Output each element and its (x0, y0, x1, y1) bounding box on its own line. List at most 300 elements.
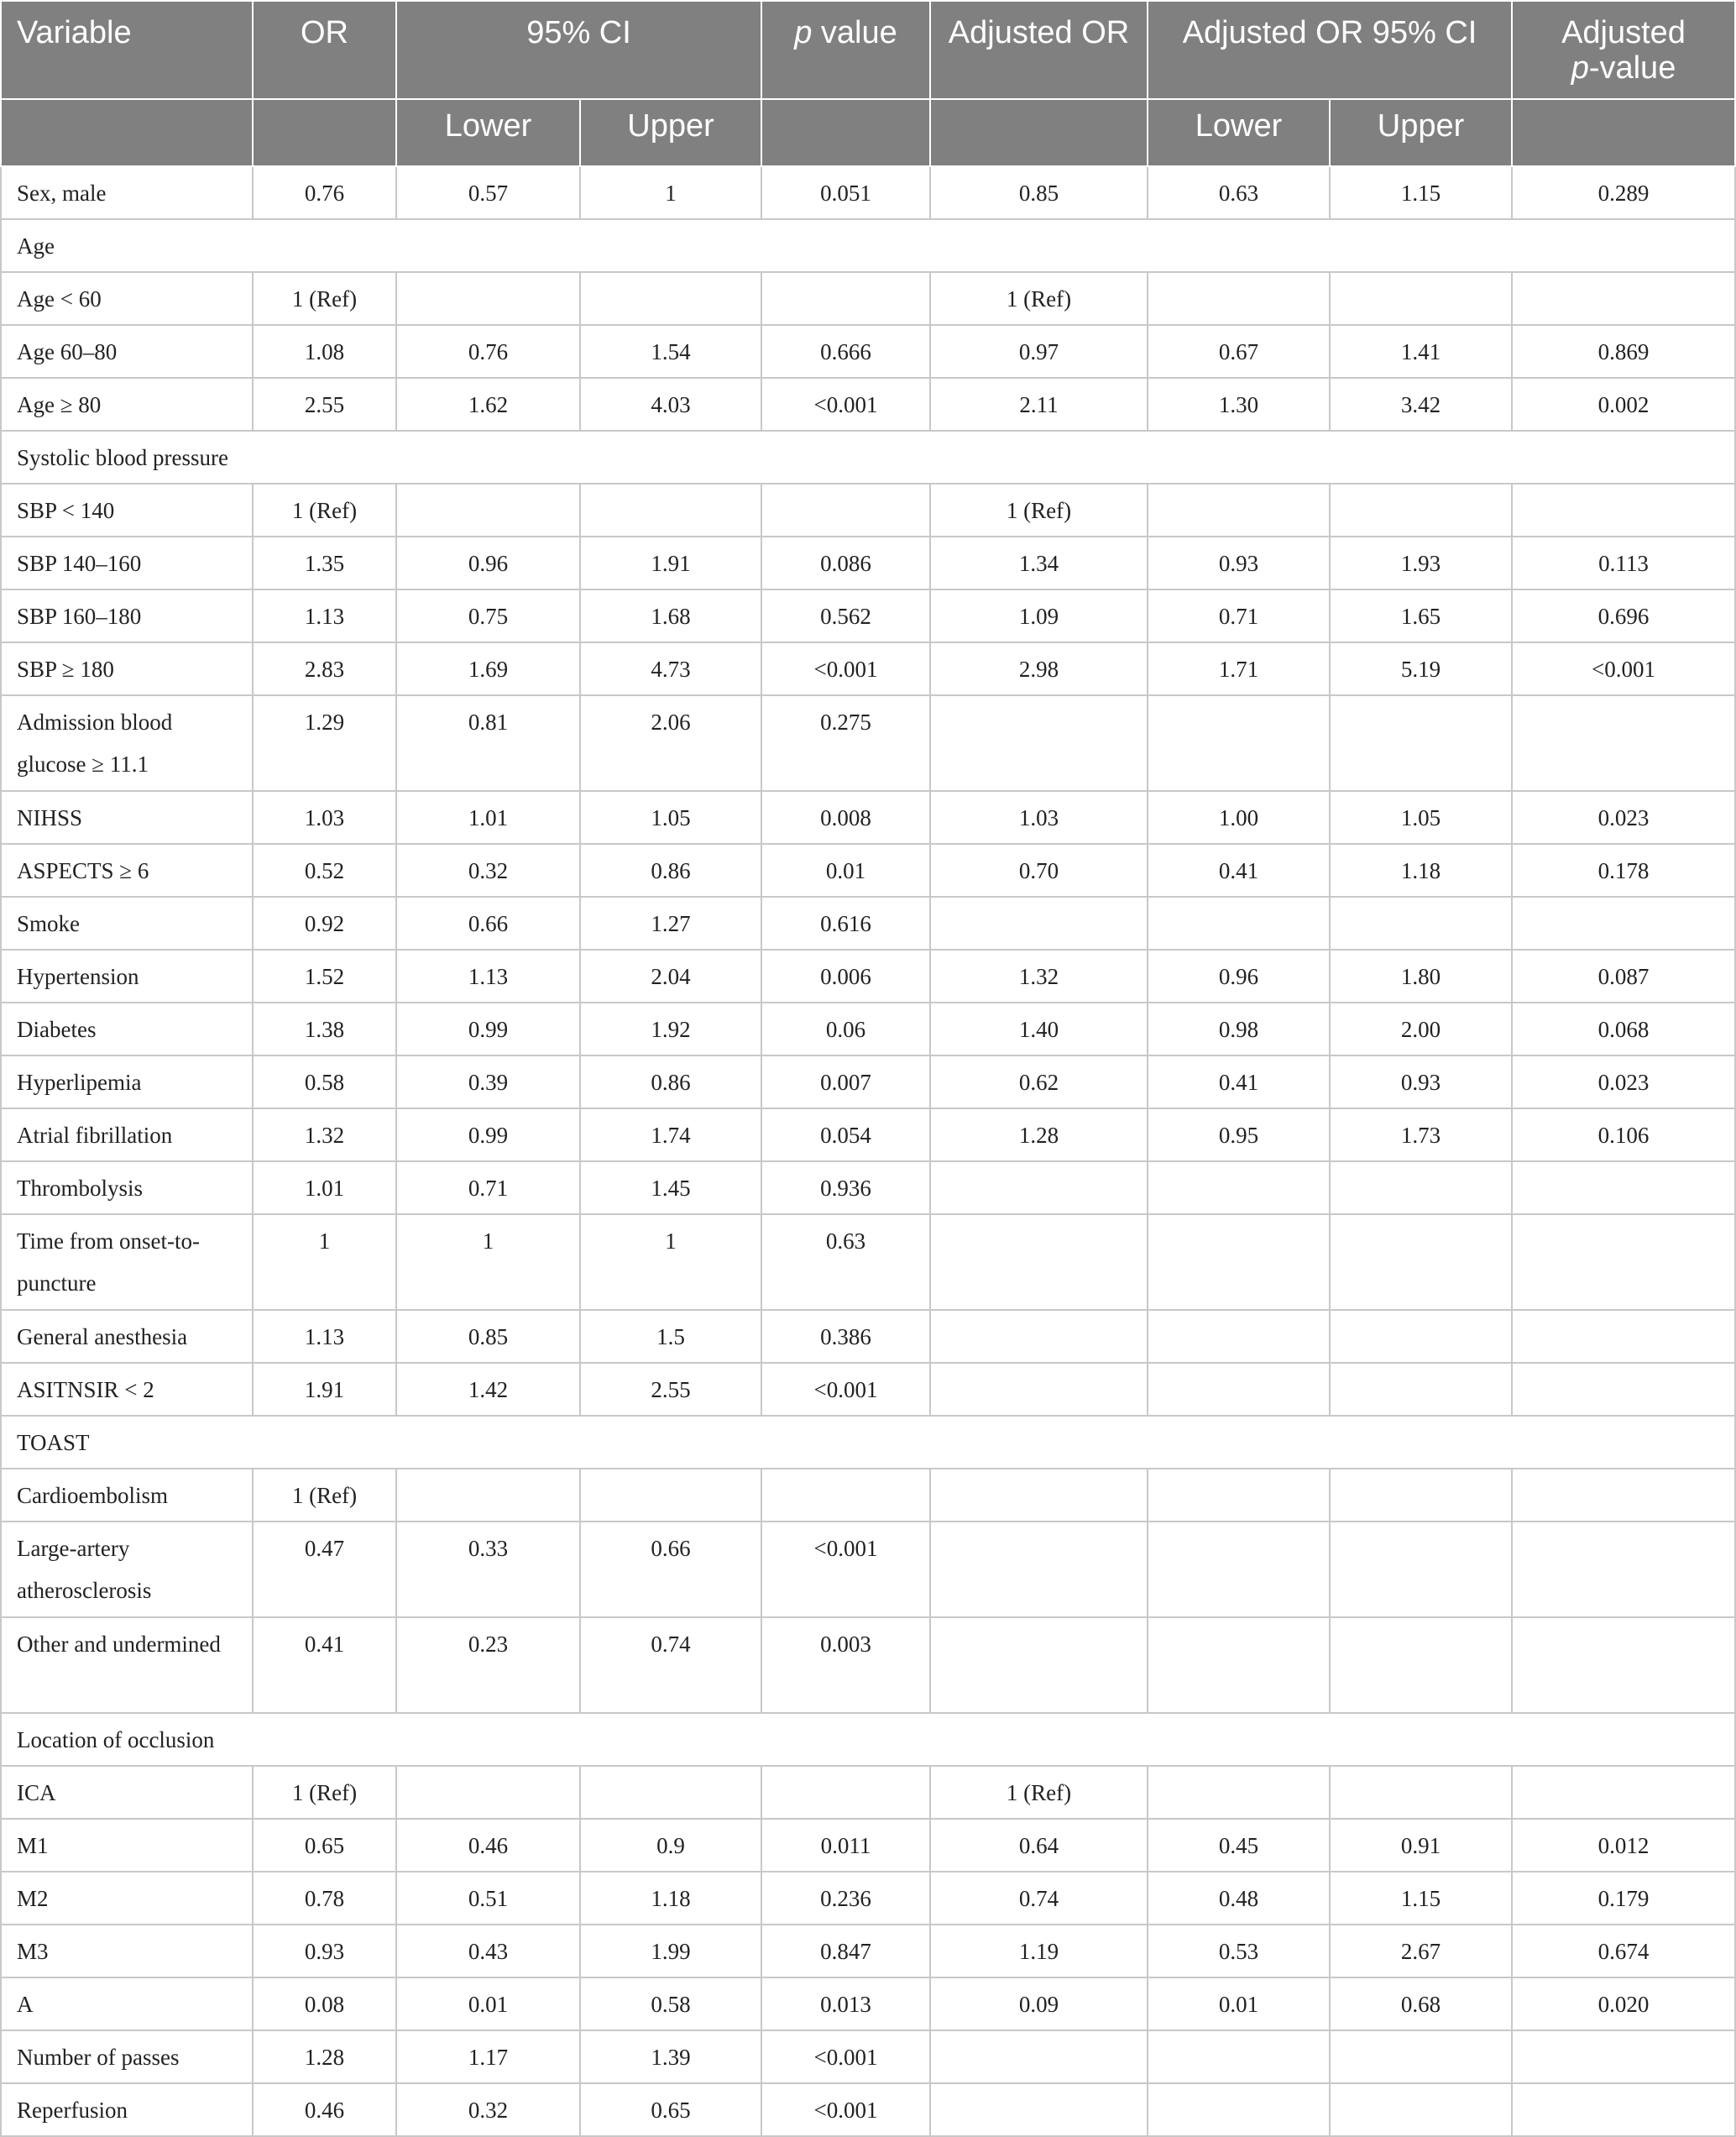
table-row (1, 589, 1735, 642)
ci-lower-cell: 0.76 (396, 325, 580, 378)
ci-lower-cell: 1.01 (396, 791, 580, 844)
adjusted-ci-lower-cell: 1.00 (1148, 791, 1330, 844)
adjusted-or-cell: 1.03 (930, 791, 1148, 844)
header-adj-ci-upper: Upper (1330, 99, 1512, 166)
or-cell: 0.93 (253, 1925, 396, 1977)
adjusted-p-value-cell: <0.001 (1512, 642, 1735, 695)
p-value-cell: <0.001 (761, 2083, 930, 2136)
adjusted-or-cell: 0.62 (930, 1055, 1148, 1108)
variable-cell: Admission blood glucose ≥ 11.1 (1, 695, 253, 791)
category-label: TOAST (1, 1416, 1735, 1469)
ci-upper-cell: 1.99 (580, 1925, 761, 1977)
p-value-cell (761, 272, 930, 325)
ci-upper-cell: 0.86 (580, 844, 761, 897)
adjusted-ci-lower-cell: 0.53 (1148, 1925, 1330, 1977)
adjusted-ci-lower-cell (1148, 272, 1330, 325)
header-or: OR (253, 1, 396, 99)
ci-upper-cell: 1.68 (580, 589, 761, 642)
p-value-cell: 0.616 (761, 897, 930, 950)
or-cell: 1 (Ref) (253, 272, 396, 325)
header-adjusted-p-value (1512, 1, 1735, 99)
adjusted-p-value-cell (1512, 1469, 1735, 1522)
table-row (1, 1819, 1735, 1872)
ci-lower-cell: 0.32 (396, 2083, 580, 2136)
ci-lower-cell: 0.81 (396, 695, 580, 791)
adjusted-ci-upper-cell: 1.15 (1330, 1872, 1512, 1925)
adjusted-ci-upper-cell (1330, 484, 1512, 537)
variable-cell: SBP < 140 (1, 484, 253, 537)
p-value-cell: 0.013 (761, 1977, 930, 2030)
adjusted-ci-lower-cell (1148, 1522, 1330, 1617)
or-cell: 1.52 (253, 950, 396, 1003)
variable-cell: A (1, 1977, 253, 2030)
adjusted-p-value-cell (1512, 1617, 1735, 1713)
adjusted-ci-upper-cell (1330, 2030, 1512, 2083)
ci-lower-cell: 1.42 (396, 1363, 580, 1416)
or-cell: 0.76 (253, 166, 396, 219)
table-row (1, 1161, 1735, 1214)
table-row (1, 642, 1735, 695)
or-cell: 1.28 (253, 2030, 396, 2083)
header-ci-upper: Upper (580, 99, 761, 166)
table-row (1, 1055, 1735, 1108)
ci-lower-cell: 0.23 (396, 1617, 580, 1713)
or-cell: 1.32 (253, 1108, 396, 1161)
adjusted-or-cell: 2.11 (930, 378, 1148, 431)
header-adj-p-line1: Adjusted (1561, 15, 1686, 50)
table-row (1, 1872, 1735, 1925)
or-cell: 1.03 (253, 791, 396, 844)
adjusted-ci-upper-cell (1330, 1161, 1512, 1214)
adjusted-or-cell: 1.32 (930, 950, 1148, 1003)
p-value-cell: 0.847 (761, 1925, 930, 1977)
adjusted-p-value-cell (1512, 1310, 1735, 1363)
adjusted-p-value-cell: 0.068 (1512, 1003, 1735, 1055)
adjusted-ci-upper-cell (1330, 1469, 1512, 1522)
or-cell: 0.65 (253, 1819, 396, 1872)
ci-upper-cell: 1.91 (580, 537, 761, 589)
ci-upper-cell: 2.04 (580, 950, 761, 1003)
adjusted-ci-upper-cell: 2.67 (1330, 1925, 1512, 1977)
or-cell: 0.78 (253, 1872, 396, 1925)
adjusted-ci-lower-cell (1148, 2083, 1330, 2136)
ci-upper-cell: 1.27 (580, 897, 761, 950)
ci-upper-cell: 0.86 (580, 1055, 761, 1108)
adjusted-ci-lower-cell (1148, 1363, 1330, 1416)
ci-lower-cell: 0.66 (396, 897, 580, 950)
adjusted-p-value-cell: 0.113 (1512, 537, 1735, 589)
or-cell: 0.58 (253, 1055, 396, 1108)
ci-lower-cell (396, 1766, 580, 1819)
adjusted-ci-upper-cell (1330, 272, 1512, 325)
adjusted-ci-upper-cell (1330, 2083, 1512, 2136)
p-value-cell: 0.562 (761, 589, 930, 642)
p-value-cell: <0.001 (761, 378, 930, 431)
or-cell: 0.92 (253, 897, 396, 950)
ci-upper-cell: 2.06 (580, 695, 761, 791)
or-cell: 1.38 (253, 1003, 396, 1055)
adjusted-or-cell (930, 1469, 1148, 1522)
variable-cell: Large-artery atherosclerosis (1, 1522, 253, 1617)
adjusted-ci-lower-cell (1148, 1766, 1330, 1819)
table-row (1, 1363, 1735, 1416)
variable-cell: Hyperlipemia (1, 1055, 253, 1108)
adjusted-or-cell (930, 1310, 1148, 1363)
adjusted-or-cell (930, 1363, 1148, 1416)
adjusted-ci-upper-cell (1330, 1214, 1512, 1310)
category-label: Age (1, 219, 1735, 272)
adjusted-ci-upper-cell (1330, 1766, 1512, 1819)
ci-lower-cell: 1.17 (396, 2030, 580, 2083)
adjusted-or-cell: 1.28 (930, 1108, 1148, 1161)
adjusted-p-value-cell (1512, 1363, 1735, 1416)
p-value-cell: 0.386 (761, 1310, 930, 1363)
category-row (1, 219, 1735, 272)
adjusted-ci-lower-cell (1148, 1310, 1330, 1363)
adjusted-ci-lower-cell: 1.71 (1148, 642, 1330, 695)
ci-upper-cell: 1.92 (580, 1003, 761, 1055)
category-label: Location of occlusion (1, 1713, 1735, 1766)
p-value-cell: <0.001 (761, 642, 930, 695)
header-empty (761, 99, 930, 166)
adjusted-p-value-cell: 0.696 (1512, 589, 1735, 642)
p-value-cell: 0.007 (761, 1055, 930, 1108)
header-ci: 95% CI (396, 1, 761, 99)
adjusted-ci-upper-cell: 0.68 (1330, 1977, 1512, 2030)
adjusted-p-value-cell: 0.020 (1512, 1977, 1735, 2030)
adjusted-p-value-cell: 0.869 (1512, 325, 1735, 378)
variable-cell: M1 (1, 1819, 253, 1872)
header-empty (930, 99, 1148, 166)
adjusted-p-value-cell: 0.023 (1512, 791, 1735, 844)
adjusted-ci-lower-cell: 1.30 (1148, 378, 1330, 431)
or-cell: 0.47 (253, 1522, 396, 1617)
adjusted-p-value-cell (1512, 1522, 1735, 1617)
ci-lower-cell: 0.99 (396, 1108, 580, 1161)
variable-cell: NIHSS (1, 791, 253, 844)
header-adj-p-italic: p (1571, 50, 1589, 86)
category-row (1, 1416, 1735, 1469)
ci-upper-cell: 1.18 (580, 1872, 761, 1925)
adjusted-p-value-cell: 0.087 (1512, 950, 1735, 1003)
p-value-cell: 0.06 (761, 1003, 930, 1055)
header-empty (253, 99, 396, 166)
adjusted-ci-upper-cell: 1.65 (1330, 589, 1512, 642)
p-value-cell: 0.63 (761, 1214, 930, 1310)
adjusted-ci-lower-cell: 0.95 (1148, 1108, 1330, 1161)
p-value-cell: 0.236 (761, 1872, 930, 1925)
header-p-italic: p (794, 15, 813, 50)
adjusted-or-cell: 0.97 (930, 325, 1148, 378)
p-value-cell: 0.666 (761, 325, 930, 378)
p-value-cell: 0.008 (761, 791, 930, 844)
adjusted-ci-lower-cell (1148, 695, 1330, 791)
variable-cell: Atrial fibrillation (1, 1108, 253, 1161)
table-row (1, 378, 1735, 431)
or-cell: 1.13 (253, 1310, 396, 1363)
variable-cell: Age ≥ 80 (1, 378, 253, 431)
or-cell: 1.35 (253, 537, 396, 589)
adjusted-ci-upper-cell: 2.00 (1330, 1003, 1512, 1055)
variable-cell: ASPECTS ≥ 6 (1, 844, 253, 897)
or-cell: 1 (Ref) (253, 484, 396, 537)
table-row (1, 1977, 1735, 2030)
adjusted-or-cell: 0.85 (930, 166, 1148, 219)
adjusted-p-value-cell (1512, 695, 1735, 791)
table-row (1, 791, 1735, 844)
variable-cell: General anesthesia (1, 1310, 253, 1363)
adjusted-ci-upper-cell: 1.80 (1330, 950, 1512, 1003)
p-value-cell: 0.051 (761, 166, 930, 219)
header-adjusted-ci: Adjusted OR 95% CI (1148, 1, 1512, 99)
or-cell: 1 (253, 1214, 396, 1310)
adjusted-ci-lower-cell (1148, 1214, 1330, 1310)
table-row (1, 537, 1735, 589)
adjusted-p-value-cell (1512, 2030, 1735, 2083)
ci-lower-cell: 0.32 (396, 844, 580, 897)
adjusted-p-value-cell: 0.178 (1512, 844, 1735, 897)
adjusted-ci-upper-cell: 3.42 (1330, 378, 1512, 431)
header-p-rest: value (812, 15, 897, 50)
p-value-cell: 0.011 (761, 1819, 930, 1872)
or-cell: 0.41 (253, 1617, 396, 1713)
adjusted-ci-upper-cell (1330, 1617, 1512, 1713)
adjusted-ci-lower-cell (1148, 1469, 1330, 1522)
ci-upper-cell: 1.54 (580, 325, 761, 378)
header-variable: Variable (1, 1, 253, 99)
table-row (1, 1214, 1735, 1310)
adjusted-p-value-cell (1512, 2083, 1735, 2136)
ci-upper-cell: 2.55 (580, 1363, 761, 1416)
table-row (1, 897, 1735, 950)
ci-upper-cell (580, 484, 761, 537)
adjusted-p-value-cell (1512, 1161, 1735, 1214)
ci-lower-cell: 0.75 (396, 589, 580, 642)
table-row (1, 1766, 1735, 1819)
adjusted-ci-upper-cell (1330, 695, 1512, 791)
ci-lower-cell: 0.71 (396, 1161, 580, 1214)
ci-lower-cell: 0.33 (396, 1522, 580, 1617)
table-row (1, 1003, 1735, 1055)
p-value-cell: <0.001 (761, 1363, 930, 1416)
table-row (1, 844, 1735, 897)
ci-lower-cell: 1 (396, 1214, 580, 1310)
ci-lower-cell: 0.57 (396, 166, 580, 219)
adjusted-ci-lower-cell (1148, 1617, 1330, 1713)
adjusted-ci-upper-cell: 0.93 (1330, 1055, 1512, 1108)
ci-upper-cell (580, 272, 761, 325)
variable-cell: Age 60–80 (1, 325, 253, 378)
ci-upper-cell (580, 1766, 761, 1819)
p-value-cell: 0.054 (761, 1108, 930, 1161)
table-row (1, 1522, 1735, 1617)
ci-lower-cell: 0.51 (396, 1872, 580, 1925)
variable-cell: Sex, male (1, 166, 253, 219)
variable-cell: ICA (1, 1766, 253, 1819)
adjusted-ci-lower-cell: 0.71 (1148, 589, 1330, 642)
or-cell: 1 (Ref) (253, 1766, 396, 1819)
variable-cell: Number of passes (1, 2030, 253, 2083)
variable-cell: Hypertension (1, 950, 253, 1003)
adjusted-ci-upper-cell: 1.15 (1330, 166, 1512, 219)
adjusted-p-value-cell (1512, 272, 1735, 325)
p-value-cell: 0.936 (761, 1161, 930, 1214)
table-row (1, 1925, 1735, 1977)
adjusted-p-value-cell (1512, 1214, 1735, 1310)
adjusted-p-value-cell: 0.179 (1512, 1872, 1735, 1925)
adjusted-ci-lower-cell: 0.63 (1148, 166, 1330, 219)
variable-cell: M3 (1, 1925, 253, 1977)
ci-lower-cell (396, 1469, 580, 1522)
adjusted-ci-lower-cell: 0.96 (1148, 950, 1330, 1003)
adjusted-or-cell: 1.19 (930, 1925, 1148, 1977)
table-body (1, 166, 1735, 2136)
adjusted-ci-upper-cell (1330, 1363, 1512, 1416)
or-cell: 0.46 (253, 2083, 396, 2136)
table-row (1, 2030, 1735, 2083)
variable-cell: Time from onset-to-puncture (1, 1214, 253, 1310)
adjusted-ci-upper-cell: 1.18 (1330, 844, 1512, 897)
table-row (1, 166, 1735, 219)
or-cell: 1.13 (253, 589, 396, 642)
adjusted-p-value-cell (1512, 897, 1735, 950)
adjusted-or-cell: 0.64 (930, 1819, 1148, 1872)
adjusted-ci-upper-cell (1330, 897, 1512, 950)
adjusted-ci-lower-cell: 0.93 (1148, 537, 1330, 589)
ci-upper-cell: 0.65 (580, 2083, 761, 2136)
adjusted-or-cell: 2.98 (930, 642, 1148, 695)
variable-cell: Smoke (1, 897, 253, 950)
table-row (1, 2083, 1735, 2136)
adjusted-or-cell: 0.74 (930, 1872, 1148, 1925)
adjusted-ci-lower-cell: 0.01 (1148, 1977, 1330, 2030)
header-p-value (761, 1, 930, 99)
ci-upper-cell: 0.74 (580, 1617, 761, 1713)
adjusted-p-value-cell: 0.012 (1512, 1819, 1735, 1872)
adjusted-or-cell (930, 695, 1148, 791)
p-value-cell: 0.086 (761, 537, 930, 589)
ci-upper-cell: 1.5 (580, 1310, 761, 1363)
table-row (1, 695, 1735, 791)
ci-upper-cell: 1.74 (580, 1108, 761, 1161)
p-value-cell (761, 1469, 930, 1522)
adjusted-p-value-cell: 0.674 (1512, 1925, 1735, 1977)
adjusted-ci-lower-cell: 0.41 (1148, 844, 1330, 897)
variable-cell: M2 (1, 1872, 253, 1925)
ci-lower-cell: 0.39 (396, 1055, 580, 1108)
adjusted-or-cell: 1.34 (930, 537, 1148, 589)
table-row (1, 950, 1735, 1003)
adjusted-p-value-cell (1512, 484, 1735, 537)
or-cell: 1.91 (253, 1363, 396, 1416)
variable-cell: ASITNSIR < 2 (1, 1363, 253, 1416)
ci-upper-cell: 1.05 (580, 791, 761, 844)
adjusted-ci-lower-cell (1148, 1161, 1330, 1214)
variable-cell: Thrombolysis (1, 1161, 253, 1214)
adjusted-or-cell: 1.09 (930, 589, 1148, 642)
or-cell: 2.83 (253, 642, 396, 695)
adjusted-ci-lower-cell (1148, 897, 1330, 950)
table-row (1, 272, 1735, 325)
table-row (1, 1469, 1735, 1522)
adjusted-or-cell (930, 1522, 1148, 1617)
table-row (1, 1617, 1735, 1713)
adjusted-ci-upper-cell: 0.91 (1330, 1819, 1512, 1872)
adjusted-or-cell (930, 1214, 1148, 1310)
adjusted-or-cell (930, 1617, 1148, 1713)
header-empty (1512, 99, 1735, 166)
ci-upper-cell: 4.03 (580, 378, 761, 431)
variable-cell: Reperfusion (1, 2083, 253, 2136)
table-row (1, 484, 1735, 537)
variable-cell: Diabetes (1, 1003, 253, 1055)
variable-cell: SBP 160–180 (1, 589, 253, 642)
p-value-cell: 0.006 (761, 950, 930, 1003)
header-ci-lower: Lower (396, 99, 580, 166)
adjusted-or-cell: 1 (Ref) (930, 272, 1148, 325)
adjusted-p-value-cell: 0.023 (1512, 1055, 1735, 1108)
adjusted-ci-lower-cell (1148, 2030, 1330, 2083)
ci-lower-cell (396, 272, 580, 325)
adjusted-or-cell (930, 2030, 1148, 2083)
ci-lower-cell: 0.99 (396, 1003, 580, 1055)
adjusted-p-value-cell (1512, 1766, 1735, 1819)
adjusted-or-cell: 0.09 (930, 1977, 1148, 2030)
header-adj-ci-lower: Lower (1148, 99, 1330, 166)
adjusted-ci-upper-cell: 1.93 (1330, 537, 1512, 589)
ci-lower-cell: 0.43 (396, 1925, 580, 1977)
p-value-cell: <0.001 (761, 1522, 930, 1617)
adjusted-or-cell: 1.40 (930, 1003, 1148, 1055)
adjusted-ci-lower-cell: 0.45 (1148, 1819, 1330, 1872)
ci-lower-cell: 0.85 (396, 1310, 580, 1363)
header-adj-p-rest: -value (1588, 50, 1676, 86)
adjusted-p-value-cell: 0.106 (1512, 1108, 1735, 1161)
table-row (1, 1310, 1735, 1363)
ci-upper-cell: 0.66 (580, 1522, 761, 1617)
header-empty (1, 99, 253, 166)
ci-upper-cell (580, 1469, 761, 1522)
or-cell: 1.01 (253, 1161, 396, 1214)
ci-upper-cell: 4.73 (580, 642, 761, 695)
adjusted-p-value-cell: 0.289 (1512, 166, 1735, 219)
adjusted-ci-upper-cell: 1.05 (1330, 791, 1512, 844)
adjusted-p-value-cell: 0.002 (1512, 378, 1735, 431)
ci-upper-cell: 1 (580, 166, 761, 219)
adjusted-ci-lower-cell: 0.48 (1148, 1872, 1330, 1925)
adjusted-ci-upper-cell: 1.41 (1330, 325, 1512, 378)
variable-cell: Cardioembolism (1, 1469, 253, 1522)
adjusted-ci-upper-cell (1330, 1310, 1512, 1363)
adjusted-ci-upper-cell: 5.19 (1330, 642, 1512, 695)
adjusted-ci-lower-cell: 0.98 (1148, 1003, 1330, 1055)
variable-cell: SBP ≥ 180 (1, 642, 253, 695)
adjusted-or-cell: 1 (Ref) (930, 1766, 1148, 1819)
table-row (1, 325, 1735, 378)
or-cell: 1.29 (253, 695, 396, 791)
adjusted-or-cell (930, 1161, 1148, 1214)
ci-upper-cell: 1 (580, 1214, 761, 1310)
adjusted-ci-upper-cell: 1.73 (1330, 1108, 1512, 1161)
or-cell: 1 (Ref) (253, 1469, 396, 1522)
ci-upper-cell: 0.58 (580, 1977, 761, 2030)
adjusted-or-cell (930, 2083, 1148, 2136)
adjusted-ci-lower-cell: 0.67 (1148, 325, 1330, 378)
ci-lower-cell: 0.01 (396, 1977, 580, 2030)
ci-upper-cell: 1.39 (580, 2030, 761, 2083)
header-adjusted-or: Adjusted OR (930, 1, 1148, 99)
p-value-cell: 0.01 (761, 844, 930, 897)
